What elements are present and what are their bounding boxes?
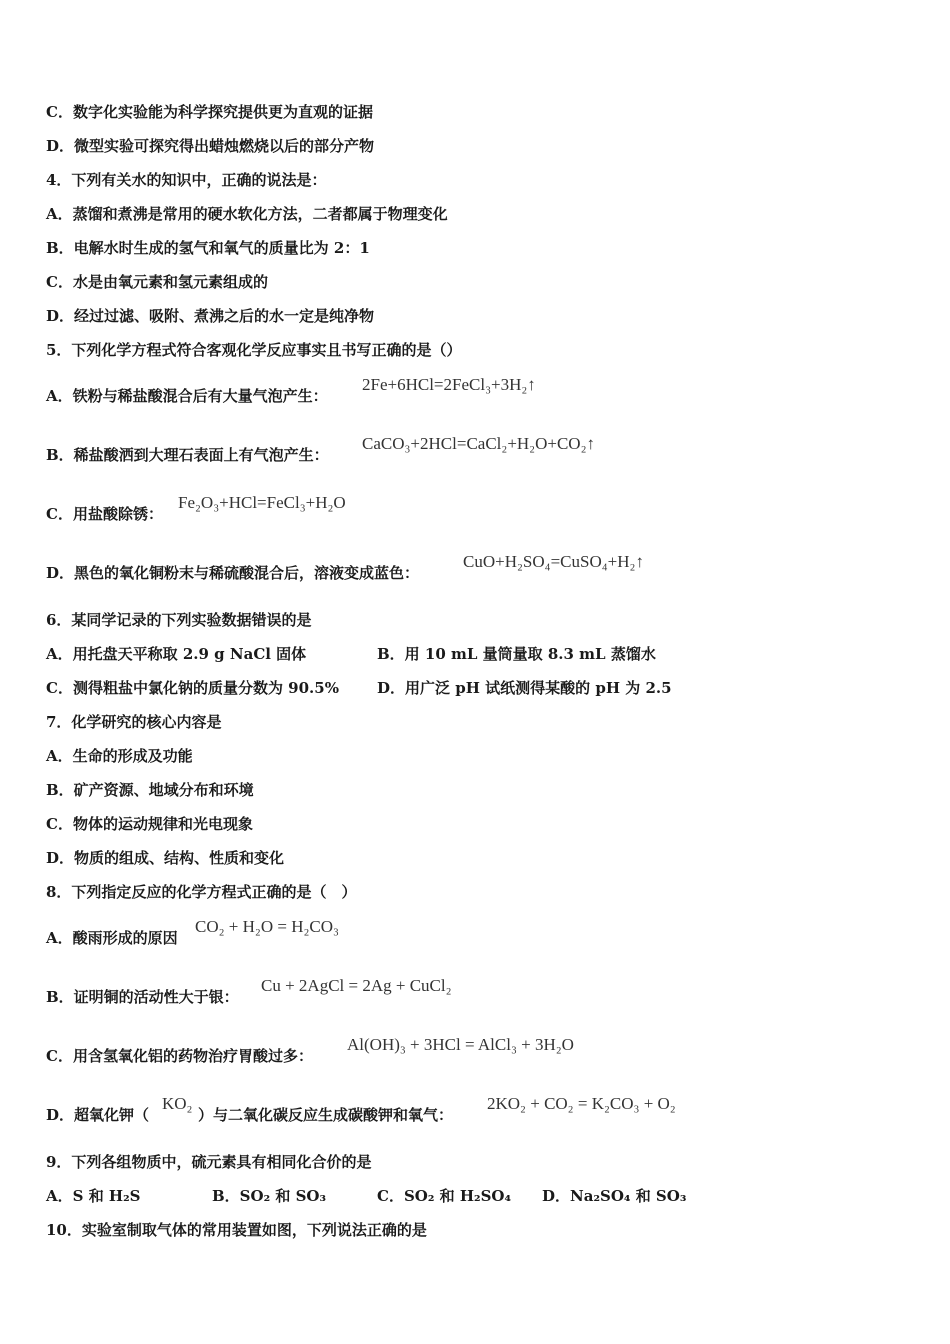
question-6-option-c: C．测得粗盐中氯化钠的质量分数为 90.5% bbox=[46, 679, 339, 697]
question-6-stem: 6．某同学记录的下列实验数据错误的是 bbox=[46, 611, 312, 629]
question-5-option-b: B．稀盐酸洒到大理石表面上有气泡产生： bbox=[46, 446, 329, 464]
question-7-option-b: B．矿产资源、地域分布和环境 bbox=[46, 781, 254, 799]
question-8-formula-ko2: KO₂ bbox=[162, 1094, 193, 1113]
question-8-option-b: B．证明铜的活动性大于银： bbox=[46, 988, 239, 1006]
question-3-option-c: C．数字化实验能为科学探究提供更为直观的证据 bbox=[46, 103, 373, 121]
question-7-option-a: A．生命的形成及功能 bbox=[46, 747, 193, 765]
question-7-option-d: D．物质的组成、结构、性质和变化 bbox=[46, 849, 285, 867]
question-5-equation-d: CuO+H₂SO₄=CuSO₄+H₂↑ bbox=[463, 552, 644, 571]
question-8-option-c: C．用含氢氧化铝的药物治疗胃酸过多： bbox=[46, 1047, 313, 1065]
question-5-equation-b: CaCO₃+2HCl=CaCl₂+H₂O+CO₂↑ bbox=[362, 434, 596, 453]
question-6-option-b: B．用 10 mL 量筒量取 8.3 mL 蒸馏水 bbox=[377, 645, 656, 663]
question-8-equation-c: Al(OH)₃ + 3HCl = AlCl₃ + 3H₂O bbox=[347, 1035, 574, 1054]
question-9-option-c: C．SO₂ 和 H₂SO₄ bbox=[377, 1187, 512, 1205]
question-5-stem: 5．下列化学方程式符合客观化学反应事实且书写正确的是（） bbox=[46, 341, 462, 359]
question-9-option-d: D．Na₂SO₄ 和 SO₃ bbox=[542, 1187, 687, 1205]
question-9-option-b: B．SO₂ 和 SO₃ bbox=[212, 1187, 327, 1205]
question-4-option-d: D．经过过滤、吸附、煮沸之后的水一定是纯净物 bbox=[46, 307, 375, 325]
question-4-option-a: A．蒸馏和煮沸是常用的硬水软化方法，二者都属于物理变化 bbox=[46, 205, 448, 223]
question-5-equation-a: 2Fe+6HCl=2FeCl₃+3H₂↑ bbox=[362, 375, 536, 394]
question-5-option-d: D．黑色的氧化铜粉末与稀硫酸混合后，溶液变成蓝色： bbox=[46, 564, 420, 582]
question-8-option-d-suffix: ）与二氧化碳反应生成碳酸钾和氧气： bbox=[198, 1106, 454, 1124]
question-7-option-c: C．物体的运动规律和光电现象 bbox=[46, 815, 253, 833]
question-9-stem: 9．下列各组物质中，硫元素具有相同化合价的是 bbox=[46, 1153, 372, 1171]
question-6-option-d: D．用广泛 pH 试纸测得某酸的 pH 为 2.5 bbox=[377, 679, 672, 697]
question-4-stem: 4．下列有关水的知识中，正确的说法是： bbox=[46, 171, 327, 189]
question-8-equation-a: CO₂ + H₂O = H₂CO₃ bbox=[195, 917, 339, 936]
question-5-option-c: C．用盐酸除锈： bbox=[46, 505, 163, 523]
question-8-equation-b: Cu + 2AgCl = 2Ag + CuCl₂ bbox=[261, 976, 452, 995]
question-4-option-b: B．电解水时生成的氢气和氧气的质量比为 2：1 bbox=[46, 239, 370, 257]
question-4-option-c: C．水是由氧元素和氢元素组成的 bbox=[46, 273, 268, 291]
question-9-option-a: A．S 和 H₂S bbox=[46, 1187, 141, 1205]
question-5-option-a: A．铁粉与稀盐酸混合后有大量气泡产生： bbox=[46, 387, 328, 405]
question-8-equation-d: 2KO₂ + CO₂ = K₂CO₃ + O₂ bbox=[487, 1094, 676, 1113]
question-8-stem: 8．下列指定反应的化学方程式正确的是（ ） bbox=[46, 883, 357, 901]
question-5-equation-c: Fe₂O₃+HCl=FeCl₃+H₂O bbox=[178, 493, 346, 512]
question-8-option-d-prefix: D．超氧化钾（ bbox=[46, 1106, 150, 1124]
question-6-option-a: A．用托盘天平称取 2.9 g NaCl 固体 bbox=[46, 645, 307, 663]
question-3-option-d: D．微型实验可探究得出蜡烛燃烧以后的部分产物 bbox=[46, 137, 375, 155]
question-7-stem: 7．化学研究的核心内容是 bbox=[46, 713, 222, 731]
question-8-option-a: A．酸雨形成的原因 bbox=[46, 929, 178, 947]
question-10-stem: 10．实验室制取气体的常用装置如图，下列说法正确的是 bbox=[46, 1221, 427, 1239]
